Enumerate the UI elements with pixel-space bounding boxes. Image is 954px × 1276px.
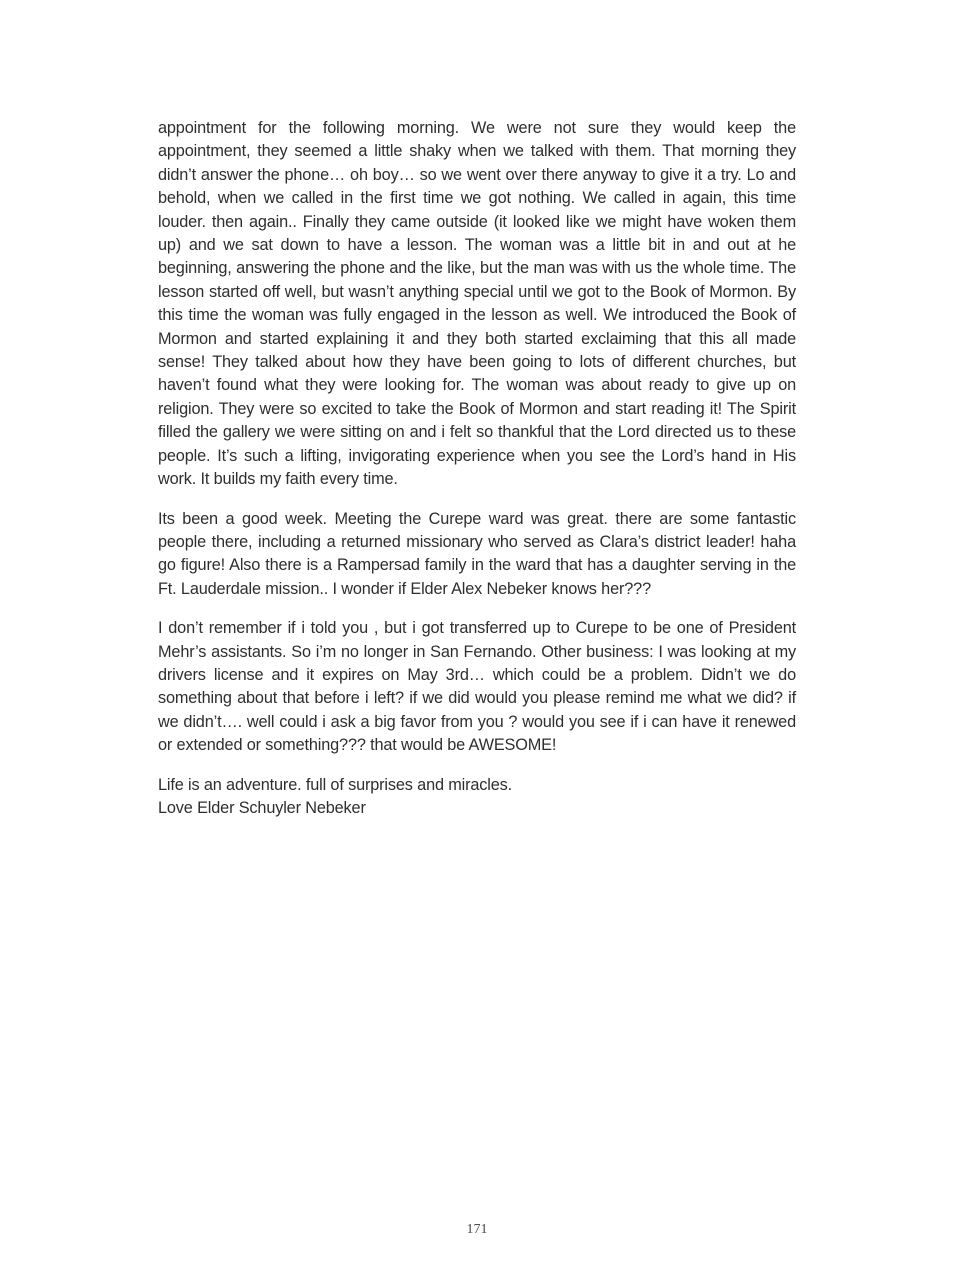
- paragraph-curepe-ward: Its been a good week. Meeting the Curepe ward was great. there are some fantastic people there, including a returned missionary who served as Clara’s district leader! haha go figure! Also there is a Rampersad family in the ward that has a daughter serving in the Ft. Lauderdale mission.. I wonder if Elder Alex Nebeker knows her???: [158, 509, 796, 598]
- letter-body: [158, 117, 796, 820]
- closing-block: [158, 774, 796, 821]
- paragraph-transfer: I don’t remember if i told you , but i got transferred up to Curepe to be one of President Mehr’s assistants. So i’m no longer in San Fernando. Other business: I was looking at my drivers license and it expires on May 3rd… which could be a problem. Didn’t we do something about that before i left? if we did would you please remind me what we did? if we didn’t…. well could i ask a big favor from you ? would you see if i can have it renewed or extended or something??? that would be AWESOME!: [158, 619, 796, 755]
- signature-line: Love Elder Schuyler Nebeker: [158, 798, 366, 817]
- closing-line: Life is an adventure. full of surprises and miracles.: [158, 775, 513, 794]
- paragraph-lesson: appointment for the following morning. We were not sure they would keep the appointment, they seemed a little shaky when we talked with them. That morning they didn’t answer the phone… oh boy… so we went over there anyway to give it a try. Lo and behold, when we called in the first time we got nothing. We called in again, this time louder. then again.. Finally they came outside (it looked like we might have woken them up) and we sat down to have a lesson. The woman was a little bit in and out at he beginning, answering the phone and the like, but the man was with us the whole time. The lesson started off well, but wasn’t anything special until we got to the Book of Mormon. By this time the woman was fully engaged in the lesson as well. We introduced the Book of Mormon and started explaining it and they both started exclaiming that this all made sense! They talked about how they have been going to lots of different churches, but haven’t found what they were looking for. The woman was about ready to give up on religion. They were so excited to take the Book of Mormon and start reading it! The Spirit filled the gallery we were sitting on and i felt so thankful that the Lord directed us to these people. It’s such a lifting, invigorating experience when you see the Lord’s hand in His work. It builds my faith every time.: [158, 119, 796, 489]
- page-number: 171: [466, 1222, 488, 1237]
